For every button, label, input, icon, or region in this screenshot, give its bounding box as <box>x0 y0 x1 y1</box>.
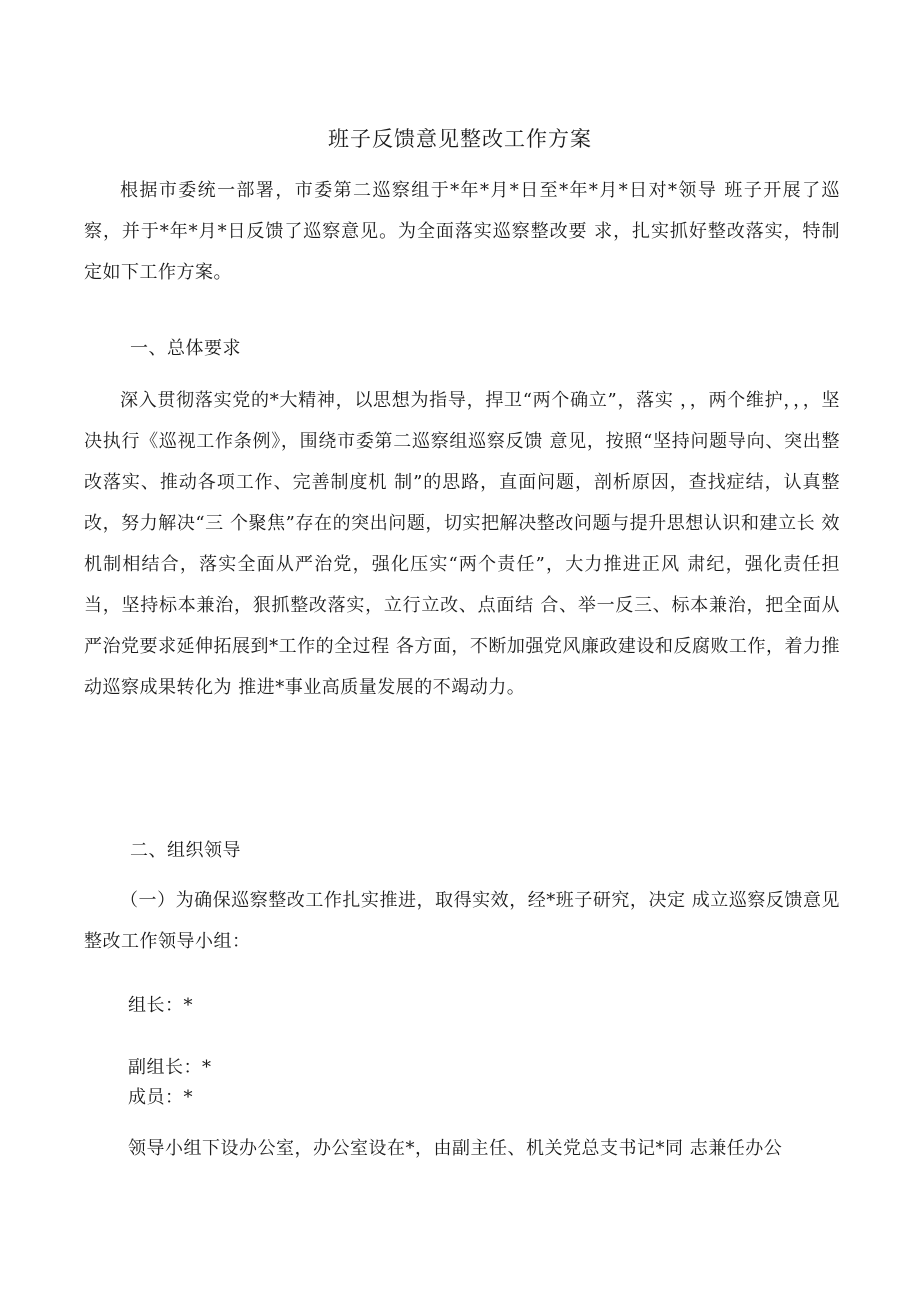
office-paragraph: 领导小组下设办公室，办公室设在*，由副主任、机关党总支书记*同 志兼任办公 <box>128 1138 783 1159</box>
leading-group-paragraph: （一）为确保巡察整改工作扎实推进，取得实效，经*班子研究，决定 成立巡察反馈意见整改工作领导小组： <box>84 890 840 952</box>
intro-paragraph: 根据市委统一部署，市委第二巡察组于*年*月*日至*年*月*日对*领导 班子开展了巡察，并于*年*月*日反馈了巡察意见。为全面落实巡察整改要 求，扎实抓好整改落实，特制定如下工作方案。 <box>84 180 840 283</box>
section-heading-organization: 二、组织领导 <box>130 840 241 861</box>
group-leader-line: 组长：* <box>128 995 193 1016</box>
document-title: 班子反馈意见整改工作方案 <box>328 127 592 151</box>
deputy-leader-line: 副组长：* <box>128 1057 212 1078</box>
members-line: 成员：* <box>128 1087 193 1108</box>
general-requirements-paragraph: 深入贯彻落实党的*大精神，以思想为指导，捍卫“两个确立”，落实 ，，两个维护，，，坚决执行《巡视工作条例》，围绕市委第二巡察组巡察反馈 意见，按照“坚持问题导向、突出整改落实、推动各项工作、完善制度机 制”的思路，直面问题，剖析原因，查找症结，认真整改，努力解决“三 个聚焦”存在的突出问题，切实把解决整改问题与提升思想认识和建立长 效机制相结合，落实全面从严治党，强化压实“两个责任”，大力推进正风 肃纪，强化责任担当，坚持标本兼治，狠抓整改落实，立行立改、点面结 合、举一反三、标本兼治，把全面从严治党要求延伸拓展到*工作的全过程 各方面，不断加强党风廉政建设和反腐败工作，着力推动巡察成果转化为 推进*事业高质量发展的不竭动力。 <box>84 390 840 698</box>
section-heading-general-requirements: 一、总体要求 <box>130 338 241 359</box>
